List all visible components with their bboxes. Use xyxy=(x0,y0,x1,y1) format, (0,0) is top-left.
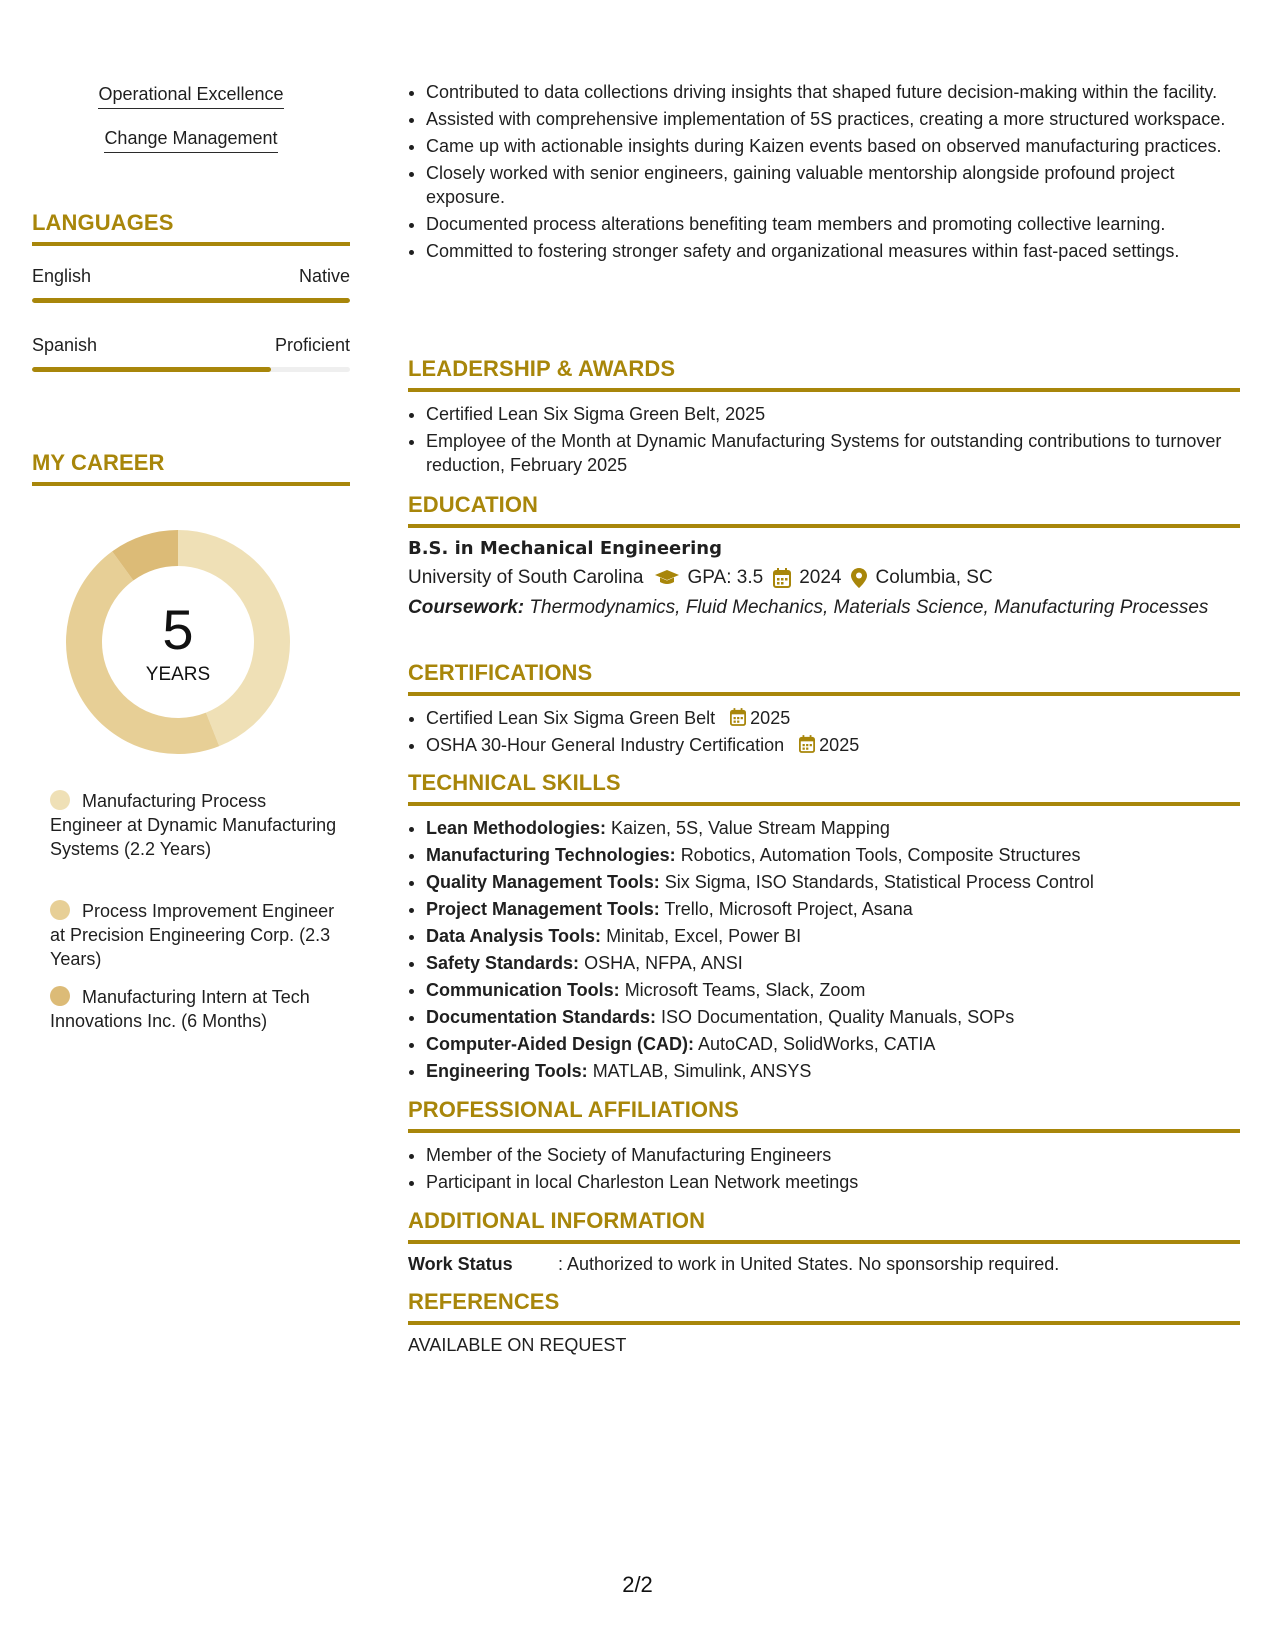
skill-label: Manufacturing Technologies: xyxy=(426,845,676,865)
additional-info-section xyxy=(408,1208,1240,1275)
language-level: Proficient xyxy=(274,335,350,355)
certification-name: OSHA 30-Hour General Industry Certification xyxy=(426,735,785,755)
list-item xyxy=(426,706,1240,730)
education-section xyxy=(408,492,1240,620)
list-item xyxy=(426,897,1240,921)
skill-label: Data Analysis Tools: xyxy=(426,926,602,946)
list-item xyxy=(426,1059,1240,1083)
list-item xyxy=(426,978,1240,1002)
career-legend-item xyxy=(50,985,340,1033)
references-section xyxy=(408,1289,1240,1356)
skill-value: ISO Documentation, Quality Manuals, SOPs xyxy=(661,1007,1015,1027)
legend-dot-icon xyxy=(50,986,70,1006)
career-legend-item xyxy=(50,789,340,861)
skill-label: Engineering Tools: xyxy=(426,1061,588,1081)
graduation-cap-icon xyxy=(654,569,680,587)
language-row xyxy=(32,266,350,287)
skill-value: Microsoft Teams, Slack, Zoom xyxy=(624,980,866,1000)
school-location: Columbia, SC xyxy=(875,567,993,588)
career-legend-text: Process Improvement Engineer at Precision Engineering Corp. (2.3 Years) xyxy=(50,901,335,969)
language-level: Native xyxy=(298,266,350,286)
calendar-icon xyxy=(799,735,815,753)
career-total-years: 5 xyxy=(162,598,194,661)
location-pin-icon xyxy=(851,568,867,588)
list-item xyxy=(426,843,1240,867)
skill-label: Computer-Aided Design (CAD): xyxy=(426,1034,694,1054)
skill-tag-label: Operational Excellence xyxy=(98,84,283,109)
technical-skills-heading: TECHNICAL SKILLS xyxy=(408,770,1240,806)
technical-skills-list xyxy=(408,816,1240,1083)
skill-value: Six Sigma, ISO Standards, Statistical Process Control xyxy=(664,872,1094,892)
legend-dot-icon xyxy=(50,900,70,920)
list-item xyxy=(426,870,1240,894)
certification-name: Certified Lean Six Sigma Green Belt xyxy=(426,708,716,728)
leadership-heading: LEADERSHIP & AWARDS xyxy=(408,356,1240,392)
list-item: • Came up with actionable insights during Kaizen events based on observed manufacturing practices. xyxy=(426,134,1240,158)
leadership-list xyxy=(408,402,1240,477)
certifications-heading: CERTIFICATIONS xyxy=(408,660,1240,696)
career-legend-text: Manufacturing Process Engineer at Dynamic Manufacturing Systems (2.2 Years) xyxy=(50,791,337,859)
language-bar-fill xyxy=(32,298,350,303)
language-bar xyxy=(32,298,350,303)
skill-value: Kaizen, 5S, Value Stream Mapping xyxy=(611,818,890,838)
language-bar xyxy=(32,367,350,372)
list-item xyxy=(426,816,1240,840)
references-heading: REFERENCES xyxy=(408,1289,1240,1325)
list-item: • Certified Lean Six Sigma Green Belt, 2025 xyxy=(426,402,1240,426)
school-name: University of South Carolina xyxy=(408,567,644,588)
language-name: English xyxy=(32,266,92,286)
list-item xyxy=(426,1005,1240,1029)
education-heading: EDUCATION xyxy=(408,492,1240,528)
calendar-icon xyxy=(730,708,746,726)
work-status-row xyxy=(408,1254,1240,1275)
list-item: • Committed to fostering stronger safety and organizational measures within fast-paced settings. xyxy=(426,239,1240,263)
list-item: • Member of the Society of Manufacturing Engineers xyxy=(426,1143,1240,1167)
technical-skills-section xyxy=(408,770,1240,1086)
language-name: Spanish xyxy=(32,335,98,355)
skill-value: OSHA, NFPA, ANSI xyxy=(584,953,743,973)
list-item xyxy=(426,733,1240,757)
career-total-unit: YEARS xyxy=(145,664,211,685)
legend-dot-icon xyxy=(50,790,70,810)
skill-tag xyxy=(32,128,350,153)
skill-value: AutoCAD, SolidWorks, CATIA xyxy=(698,1034,936,1054)
affiliations-heading: PROFESSIONAL AFFILIATIONS xyxy=(408,1097,1240,1133)
skill-label: Safety Standards: xyxy=(426,953,580,973)
skill-label: Documentation Standards: xyxy=(426,1007,657,1027)
certifications-section xyxy=(408,660,1240,760)
skill-value: Minitab, Excel, Power BI xyxy=(606,926,802,946)
skill-label: Project Management Tools: xyxy=(426,899,660,919)
language-bar-fill xyxy=(32,367,271,372)
page-number: 2/2 xyxy=(622,1572,653,1597)
graduation-year: 2024 xyxy=(799,567,842,588)
list-item: • Assisted with comprehensive implementation of 5S practices, creating a more structured workspace. xyxy=(426,107,1240,131)
additional-info-heading: ADDITIONAL INFORMATION xyxy=(408,1208,1240,1244)
references-text: AVAILABLE ON REQUEST xyxy=(408,1335,627,1355)
leadership-section xyxy=(408,356,1240,480)
skill-value: Robotics, Automation Tools, Composite Structures xyxy=(680,845,1081,865)
list-item xyxy=(426,1032,1240,1056)
experience-section xyxy=(408,80,1240,266)
list-item xyxy=(426,924,1240,948)
list-item: • Documented process alterations benefiting team members and promoting collective learning. xyxy=(426,212,1240,236)
skill-tag-label: Change Management xyxy=(104,128,277,153)
affiliations-list xyxy=(408,1143,1240,1194)
work-status-label: Work Status xyxy=(408,1254,513,1274)
certification-year: 2025 xyxy=(750,708,791,728)
certifications-list xyxy=(408,706,1240,757)
coursework-label: Coursework: xyxy=(408,597,525,618)
skill-value: Trello, Microsoft Project, Asana xyxy=(664,899,913,919)
education-details xyxy=(408,565,1240,591)
list-item: • Closely worked with senior engineers, gaining valuable mentorship alongside profound project exposure. xyxy=(426,161,1240,209)
calendar-icon xyxy=(773,568,791,588)
skill-tag xyxy=(32,84,350,109)
skill-label: Quality Management Tools: xyxy=(426,872,660,892)
coursework-text: Thermodynamics, Fluid Mechanics, Materials Science, Manufacturing Processes xyxy=(529,597,1209,618)
languages-heading: LANGUAGES xyxy=(32,210,350,246)
career-legend-item xyxy=(50,899,340,971)
skill-label: Lean Methodologies: xyxy=(426,818,606,838)
gpa: GPA: 3.5 xyxy=(687,567,764,588)
skill-label: Communication Tools: xyxy=(426,980,620,1000)
career-heading: MY CAREER xyxy=(32,450,350,486)
language-row xyxy=(32,335,350,356)
experience-bullets xyxy=(408,80,1240,263)
list-item: • Participant in local Charleston Lean Network meetings xyxy=(426,1170,1240,1194)
work-status-value: : Authorized to work in United States. No sponsorship required. xyxy=(558,1254,1060,1274)
skill-value: MATLAB, Simulink, ANSYS xyxy=(592,1061,812,1081)
affiliations-section xyxy=(408,1097,1240,1197)
coursework xyxy=(408,595,1240,620)
list-item: • Employee of the Month at Dynamic Manufacturing Systems for outstanding contributions to turnover reduction, February 2025 xyxy=(426,429,1240,477)
degree-title: B.S. in Mechanical Engineering xyxy=(408,538,723,559)
list-item xyxy=(426,951,1240,975)
list-item: • Contributed to data collections driving insights that shaped future decision-making within the facility. xyxy=(426,80,1240,104)
career-legend-text: Manufacturing Intern at Tech Innovations Inc. (6 Months) xyxy=(50,987,310,1031)
certification-year: 2025 xyxy=(819,735,860,755)
